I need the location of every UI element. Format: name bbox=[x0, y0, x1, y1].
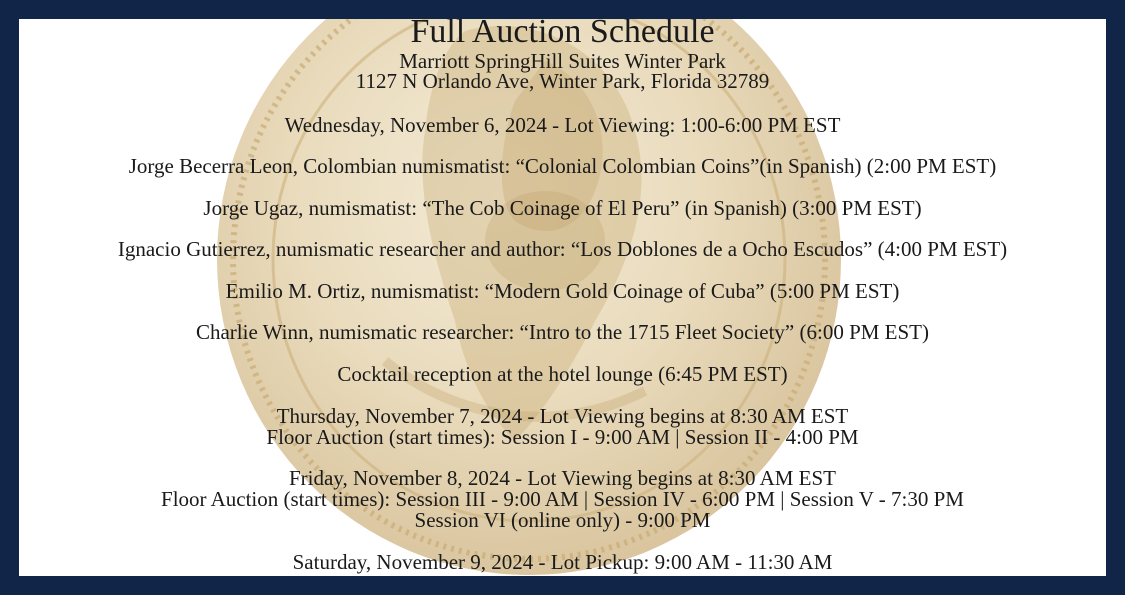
thursday-sessions: Floor Auction (start times): Session I - 9:00 AM | Session II - 4:00 PM bbox=[266, 425, 859, 449]
wednesday-event: Jorge Becerra Leon, Colombian numismatist: “Colonial Colombian Coins”(in Spanish) (2:00 PM EST) bbox=[128, 154, 997, 178]
wednesday-header: Wednesday, November 6, 2024 - Lot Viewing: 1:00-6:00 PM EST bbox=[284, 113, 841, 137]
schedule-panel bbox=[19, 19, 1106, 576]
wednesday-event: Cocktail reception at the hotel lounge (6:45 PM EST) bbox=[337, 362, 788, 386]
schedule-text bbox=[19, 19, 1106, 576]
wednesday-event: Emilio M. Ortiz, numismatist: “Modern Gold Coinage of Cuba” (5:00 PM EST) bbox=[225, 279, 900, 303]
page-title: Full Auction Schedule bbox=[410, 19, 715, 50]
friday-header: Friday, November 8, 2024 - Lot Viewing begins at 8:30 AM EST bbox=[288, 466, 836, 490]
wednesday-event: Charlie Winn, numismatic researcher: “Intro to the 1715 Fleet Society” (6:00 PM EST) bbox=[195, 320, 929, 344]
saturday-header: Saturday, November 9, 2024 - Lot Pickup: 9:00 AM - 11:30 AM bbox=[292, 550, 833, 574]
venue-address: 1127 N Orlando Ave, Winter Park, Florida 32789 bbox=[355, 69, 770, 93]
wednesday-event: Jorge Ugaz, numismatist: “The Cob Coinage of El Peru” (in Spanish) (3:00 PM EST) bbox=[203, 196, 922, 220]
wednesday-event: Ignacio Gutierrez, numismatic researcher and author: “Los Doblones de a Ocho Escudos” (4:00 PM EST) bbox=[117, 237, 1008, 261]
thursday-header: Thursday, November 7, 2024 - Lot Viewing begins at 8:30 AM EST bbox=[276, 404, 849, 428]
friday-sessions: Floor Auction (start times): Session III - 9:00 AM | Session IV - 6:00 PM | Session V - 7:30 PM bbox=[161, 487, 964, 511]
venue-name: Marriott SpringHill Suites Winter Park bbox=[399, 49, 726, 73]
friday-online-session: Session VI (online only) - 9:00 PM bbox=[414, 508, 711, 532]
